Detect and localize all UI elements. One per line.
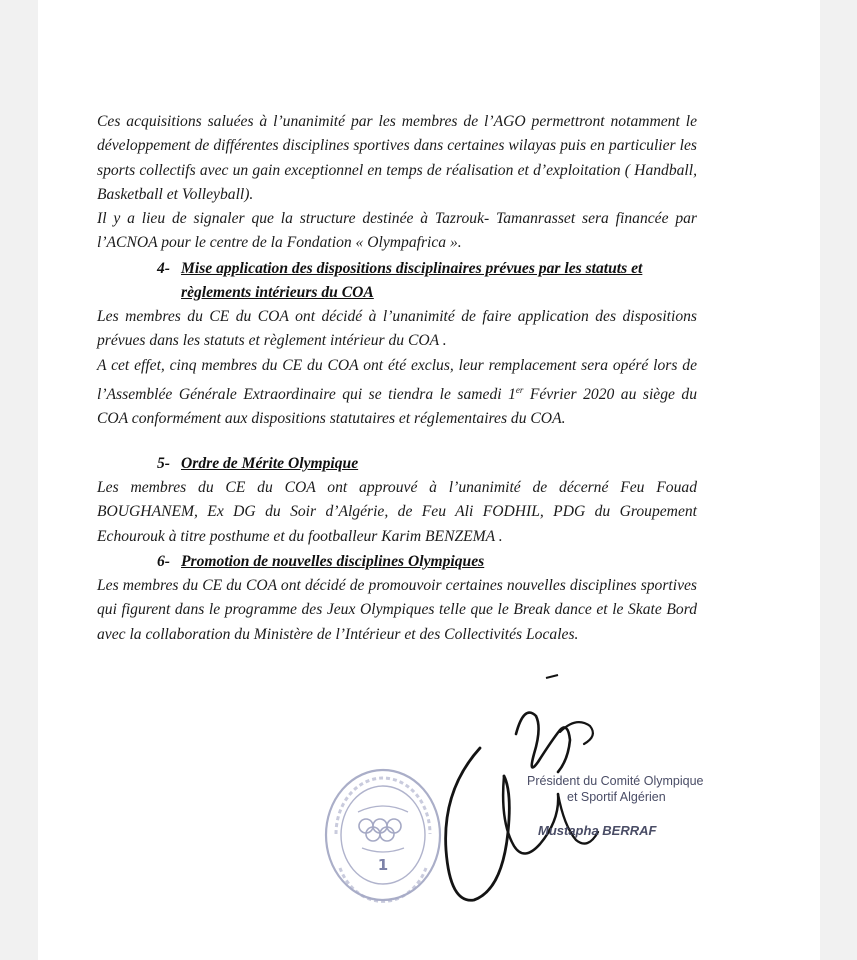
section-6-heading xyxy=(157,550,607,574)
intro-paragraph-2: Il y a lieu de signaler que la structure destinée à Tazrouk- Tamanrasset sera financée par l’ACNOA pour le centre de la Fondation « Olympafrica ». xyxy=(97,210,697,252)
section-6-text-1: Les membres du CE du COA ont décidé de promouvoir certaines nouvelles disciplines sportives qui figurent dans le programme des Jeux Olympiques telle que le Break dance et le Skate Bord avec la collaboration du Ministère de l’Intérieur et des Collectivités Locales. xyxy=(97,577,697,643)
signatory-name: Mustapha BERRAF xyxy=(538,823,657,838)
section-4-number: 4- xyxy=(157,260,170,277)
section-4-text-2 xyxy=(97,354,697,432)
signature-title-line2: et Sportif Algérien xyxy=(567,790,666,804)
section-5-text-1: Les membres du CE du COA ont approuvé à l’unanimité de décerné Feu Fouad BOUGHANEM, Ex DG du Soir d’Algérie, de Feu Ali FODHIL, PDG du Groupement Echourouk à titre posthume et du footballeur Karim BENZEMA . xyxy=(97,479,697,545)
section-4-title-line1: Mise application des dispositions disciplinaires prévues par les statuts et xyxy=(181,260,643,277)
section-6-body xyxy=(97,574,697,647)
section-4-body xyxy=(97,305,697,432)
section-4-title-line2: règlements intérieurs du COA xyxy=(181,284,374,301)
intro-paragraph: Ces acquisitions saluées à l’unanimité par les membres de l’AGO permettront notamment le développement de différentes disciplines sportives dans certaines wilayas puis en particulier les sports collectifs avec un gain exceptionnel en temps de réalisation et d’exploitation ( Handball, Basketball et Volleyball). xyxy=(97,113,697,203)
section-6-number: 6- xyxy=(157,553,170,570)
section-4-heading xyxy=(157,257,737,305)
section-5-number: 5- xyxy=(157,455,170,472)
section-6-title: Promotion de nouvelles disciplines Olympiques xyxy=(181,553,485,570)
section-4-text-2-pre: A cet effet, cinq membres du CE du COA ont été exclus, leur remplacement sera opéré lors de l’Assemblée Générale Extraordinaire qui se tiendra le samedi 1 xyxy=(97,356,697,404)
stamp-page-number: 1 xyxy=(377,856,389,874)
section-4-text-1: Les membres du CE du COA ont décidé à l’unanimité de faire application des dispositions prévues dans les statuts et règlement intérieur du COA . xyxy=(97,308,697,350)
section-4-text-2-post: Février 2020 au siège du COA conformément aux dispositions statutaires et réglementaires du COA. xyxy=(97,386,697,428)
olympic-rings-icon xyxy=(359,819,401,841)
ordinal-superscript: er xyxy=(515,384,524,395)
section-5-body xyxy=(97,476,697,549)
signature-title xyxy=(527,773,703,805)
intro-block xyxy=(97,110,697,256)
section-5-heading xyxy=(157,452,557,476)
section-5-title: Ordre de Mérite Olympique xyxy=(181,455,359,472)
signature-title-line1: Président du Comité Olympique xyxy=(527,774,704,788)
